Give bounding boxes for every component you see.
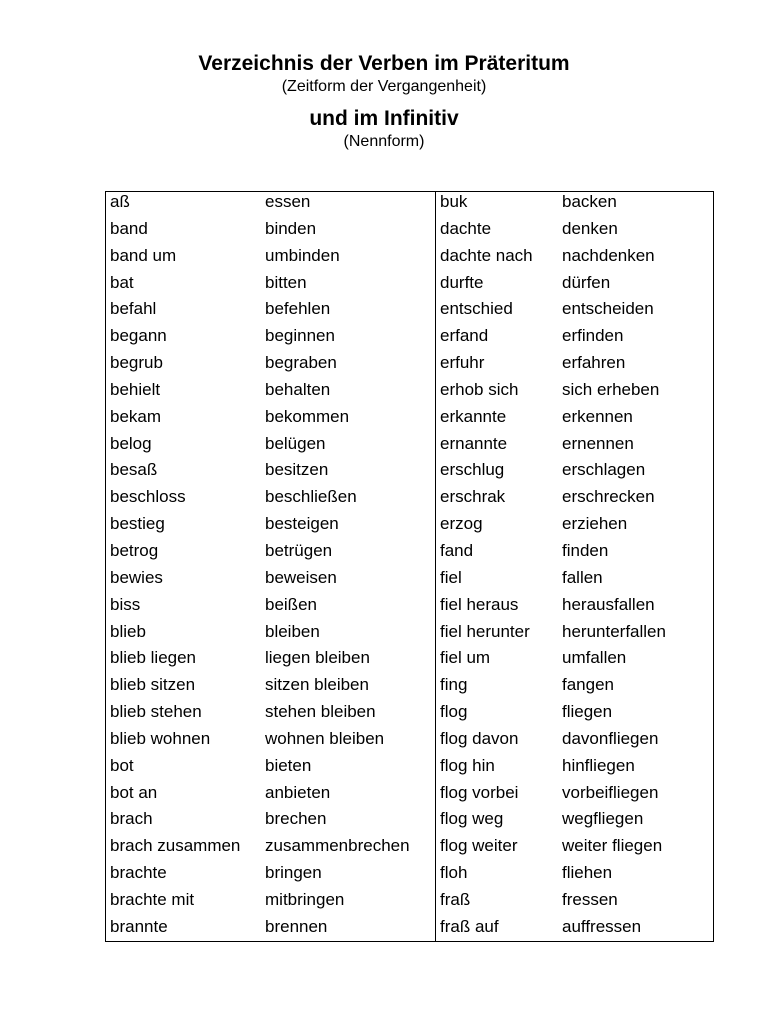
table-row bbox=[106, 350, 713, 377]
infinitive-left-cell: stehen bleiben bbox=[265, 702, 376, 722]
infinitive-left-cell: anbieten bbox=[265, 782, 331, 802]
infinitive-right-cell: erfahren bbox=[562, 353, 626, 373]
table-row bbox=[106, 457, 713, 484]
infinitive-right-cell: dürfen bbox=[562, 272, 611, 292]
infinitive-right-cell: ernennen bbox=[562, 433, 634, 453]
table-row bbox=[106, 270, 713, 297]
preterite-left-cell: besaß bbox=[110, 460, 158, 480]
preterite-left-cell: bestieg bbox=[110, 514, 165, 534]
table-row bbox=[106, 377, 713, 404]
preterite-right-cell: flog davon bbox=[440, 728, 519, 748]
preterite-right-cell: dachte nach bbox=[440, 245, 533, 265]
infinitive-left-cell: betrügen bbox=[265, 540, 333, 560]
infinitive-right-cell: sich erheben bbox=[562, 379, 660, 399]
infinitive-right-cell: erschlagen bbox=[562, 460, 646, 480]
infinitive-left-cell: liegen bleiben bbox=[265, 648, 370, 668]
infinitive-right-cell: vorbeifliegen bbox=[562, 782, 659, 802]
preterite-right-cell: buk bbox=[440, 192, 468, 211]
infinitive-left-cell: begraben bbox=[265, 353, 337, 373]
table-row bbox=[106, 189, 713, 216]
preterite-right-cell: fing bbox=[440, 675, 468, 695]
preterite-right-cell: floh bbox=[440, 863, 468, 883]
preterite-right-cell: fraß bbox=[440, 889, 471, 909]
table-row bbox=[106, 296, 713, 323]
preterite-left-cell: brachte bbox=[110, 863, 167, 883]
document-subtitle: (Zeitform der Vergangenheit) bbox=[281, 78, 487, 95]
infinitive-left-cell: brechen bbox=[265, 809, 327, 829]
infinitive-left-cell: belügen bbox=[265, 433, 326, 453]
preterite-right-cell: fiel um bbox=[440, 648, 491, 668]
preterite-right-cell: erschlug bbox=[440, 460, 505, 480]
preterite-left-cell: belog bbox=[110, 433, 152, 453]
preterite-left-cell: bat bbox=[110, 272, 134, 292]
preterite-left-cell: befahl bbox=[110, 299, 157, 319]
infinitive-right-cell: finden bbox=[562, 540, 609, 560]
infinitive-right-cell: fliehen bbox=[562, 863, 613, 883]
preterite-right-cell: fraß auf bbox=[440, 916, 499, 936]
table-row bbox=[106, 484, 713, 511]
preterite-left-cell: blieb wohnen bbox=[110, 728, 211, 748]
infinitive-right-cell: erfinden bbox=[562, 326, 624, 346]
preterite-left-cell: brach bbox=[110, 809, 153, 829]
infinitive-right-cell: fangen bbox=[562, 675, 614, 695]
preterite-right-cell: flog vorbei bbox=[440, 782, 519, 802]
preterite-left-cell: blieb liegen bbox=[110, 648, 197, 668]
preterite-left-cell: band um bbox=[110, 245, 177, 265]
table-row bbox=[106, 619, 713, 646]
table-row bbox=[106, 404, 713, 431]
infinitive-left-cell: mitbringen bbox=[265, 889, 345, 909]
infinitive-left-cell: sitzen bleiben bbox=[265, 675, 369, 695]
table-row bbox=[106, 216, 713, 243]
infinitive-right-cell: fallen bbox=[562, 567, 603, 587]
infinitive-left-cell: besitzen bbox=[265, 460, 329, 480]
preterite-left-cell: brach zusammen bbox=[110, 836, 241, 856]
infinitive-left-cell: wohnen bleiben bbox=[265, 728, 385, 748]
infinitive-left-cell: umbinden bbox=[265, 245, 340, 265]
preterite-right-cell: fiel herunter bbox=[440, 621, 530, 641]
preterite-right-cell: entschied bbox=[440, 299, 513, 319]
infinitive-left-cell: bringen bbox=[265, 863, 322, 883]
preterite-right-cell: erfuhr bbox=[440, 353, 485, 373]
table-row bbox=[106, 672, 713, 699]
infinitive-right-cell: davonfliegen bbox=[562, 728, 659, 748]
infinitive-right-cell: herunterfallen bbox=[562, 621, 666, 641]
infinitive-right-cell: wegfliegen bbox=[562, 809, 644, 829]
preterite-right-cell: flog weiter bbox=[440, 836, 518, 856]
infinitive-right-cell: umfallen bbox=[562, 648, 627, 668]
preterite-left-cell: blieb sitzen bbox=[110, 675, 196, 695]
infinitive-right-cell: herausfallen bbox=[562, 594, 655, 614]
preterite-left-cell: beschloss bbox=[110, 487, 186, 507]
infinitive-left-cell: behalten bbox=[265, 379, 331, 399]
table-row bbox=[106, 645, 713, 672]
table-row bbox=[106, 243, 713, 270]
preterite-right-cell: flog bbox=[440, 702, 468, 722]
preterite-right-cell: flog hin bbox=[440, 755, 495, 775]
preterite-left-cell: betrog bbox=[110, 540, 159, 560]
infinitive-left-cell: bitten bbox=[265, 272, 307, 292]
infinitive-left-cell: bleiben bbox=[265, 621, 320, 641]
infinitive-right-cell: hinfliegen bbox=[562, 755, 635, 775]
table-row bbox=[106, 780, 713, 807]
preterite-left-cell: blieb stehen bbox=[110, 702, 202, 722]
table-row bbox=[106, 753, 713, 780]
table-row bbox=[106, 860, 713, 887]
infinitive-right-cell: erziehen bbox=[562, 514, 628, 534]
infinitive-right-cell: entscheiden bbox=[562, 299, 654, 319]
table-row bbox=[106, 511, 713, 538]
preterite-right-cell: flog weg bbox=[440, 809, 504, 829]
table-row bbox=[106, 431, 713, 458]
infinitive-left-cell: bieten bbox=[265, 755, 312, 775]
infinitive-left-cell: binden bbox=[265, 218, 317, 238]
preterite-left-cell: bot bbox=[110, 755, 134, 775]
preterite-left-cell: begrub bbox=[110, 353, 163, 373]
table-row bbox=[106, 726, 713, 753]
preterite-right-cell: dachte bbox=[440, 218, 492, 238]
infinitive-right-cell: weiter fliegen bbox=[562, 836, 663, 856]
preterite-right-cell: fand bbox=[440, 540, 474, 560]
table-row bbox=[106, 592, 713, 619]
infinitive-left-cell: brennen bbox=[265, 916, 328, 936]
infinitive-right-cell: erschrecken bbox=[562, 487, 655, 507]
table-row bbox=[106, 538, 713, 565]
table-row bbox=[106, 323, 713, 350]
preterite-right-cell: erschrak bbox=[440, 487, 506, 507]
infinitive-left-cell: beschließen bbox=[265, 487, 357, 507]
table-row bbox=[106, 806, 713, 833]
document-title: Verzeichnis der Verben im Präteritum bbox=[198, 52, 570, 75]
preterite-left-cell: biss bbox=[110, 594, 141, 614]
preterite-right-cell: fiel bbox=[440, 567, 462, 587]
infinitive-right-cell: fressen bbox=[562, 889, 618, 909]
preterite-left-cell: begann bbox=[110, 326, 167, 346]
infinitive-left-cell: essen bbox=[265, 192, 311, 211]
infinitive-left-cell: besteigen bbox=[265, 514, 339, 534]
preterite-left-cell: brachte mit bbox=[110, 889, 195, 909]
infinitive-left-cell: zusammenbrechen bbox=[265, 836, 410, 856]
infinitive-left-cell: befehlen bbox=[265, 299, 331, 319]
preterite-left-cell: bekam bbox=[110, 406, 162, 426]
preterite-right-cell: ernannte bbox=[440, 433, 508, 453]
preterite-left-cell: bewies bbox=[110, 567, 163, 587]
preterite-left-cell: aß bbox=[110, 192, 130, 211]
table-row bbox=[106, 887, 713, 914]
infinitive-left-cell: beißen bbox=[265, 594, 317, 614]
table-row bbox=[106, 565, 713, 592]
infinitive-right-cell: denken bbox=[562, 218, 618, 238]
preterite-left-cell: brannte bbox=[110, 916, 168, 936]
preterite-left-cell: behielt bbox=[110, 379, 161, 399]
document-subtitle-secondary: (Nennform) bbox=[343, 133, 425, 150]
preterite-right-cell: erhob sich bbox=[440, 379, 519, 399]
preterite-left-cell: blieb bbox=[110, 621, 146, 641]
verb-table-rows bbox=[106, 189, 713, 941]
preterite-left-cell: band bbox=[110, 218, 148, 238]
infinitive-right-cell: nachdenken bbox=[562, 245, 655, 265]
infinitive-left-cell: bekommen bbox=[265, 406, 350, 426]
preterite-right-cell: erfand bbox=[440, 326, 489, 346]
document-title-secondary: und im Infinitiv bbox=[309, 107, 459, 130]
table-row bbox=[106, 699, 713, 726]
preterite-left-cell: bot an bbox=[110, 782, 158, 802]
table-row bbox=[106, 833, 713, 860]
table-row bbox=[106, 914, 713, 941]
preterite-right-cell: fiel heraus bbox=[440, 594, 519, 614]
infinitive-right-cell: auffressen bbox=[562, 916, 642, 936]
preterite-right-cell: erkannte bbox=[440, 406, 507, 426]
verb-table bbox=[105, 191, 714, 942]
infinitive-right-cell: erkennen bbox=[562, 406, 633, 426]
infinitive-right-cell: fliegen bbox=[562, 702, 613, 722]
infinitive-left-cell: beginnen bbox=[265, 326, 335, 346]
infinitive-left-cell: beweisen bbox=[265, 567, 337, 587]
infinitive-right-cell: backen bbox=[562, 192, 617, 211]
preterite-right-cell: durfte bbox=[440, 272, 484, 292]
preterite-right-cell: erzog bbox=[440, 514, 483, 534]
